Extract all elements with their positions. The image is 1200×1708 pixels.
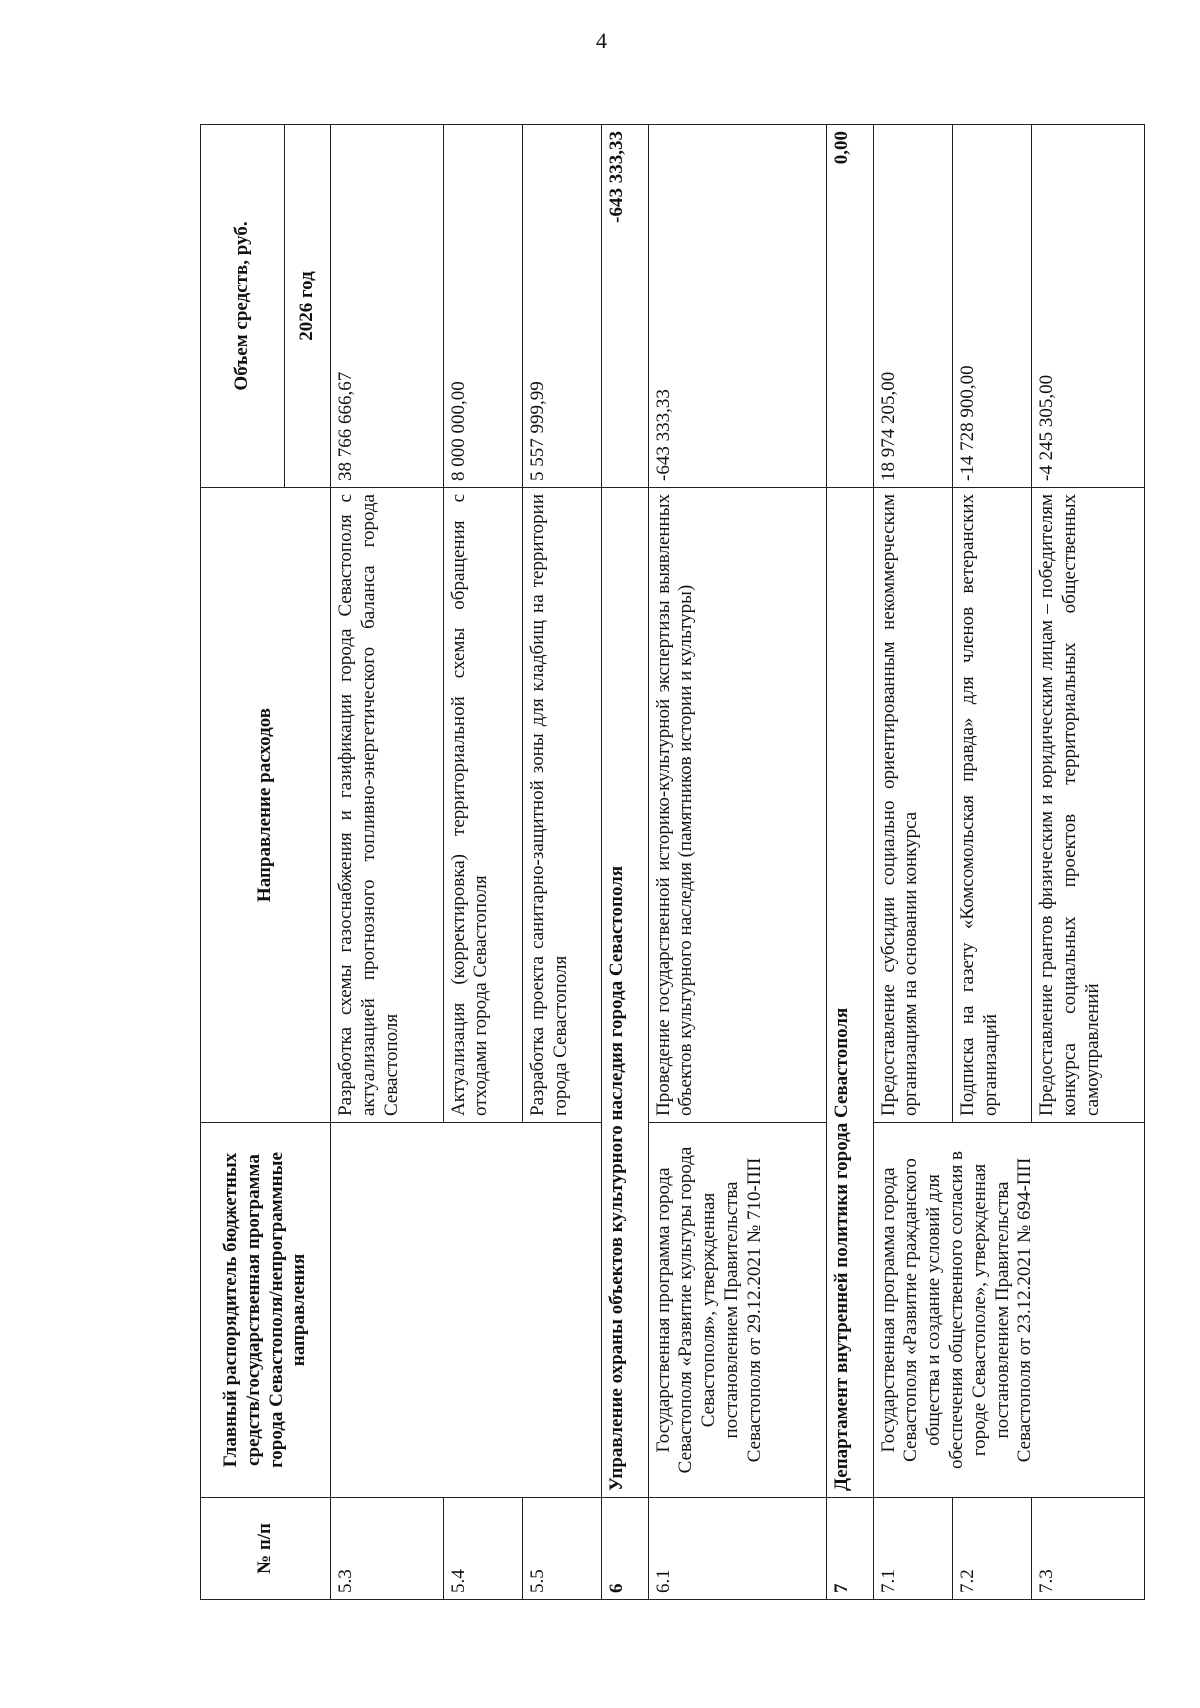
row-name (331, 1123, 602, 1498)
header-name: Главный распорядитель бюджетных средств/государственная программа города Севастополя/непрограммные направления (201, 1123, 331, 1498)
section-num: 7 (827, 1498, 873, 1600)
section-amount: -643 333,33 (602, 125, 648, 488)
section-num: 6 (602, 1498, 648, 1600)
section-row (827, 125, 873, 1600)
row-num: 7.1 (873, 1498, 952, 1600)
row-direction: Разработка проекта санитарно-защитной зоны для кладбищ на территории города Севастополя (522, 488, 601, 1123)
section-title: Управление охраны объектов культурного наследия города Севастополя (602, 488, 648, 1498)
table-row (331, 125, 444, 1600)
row-num: 7.3 (1032, 1498, 1145, 1600)
row-direction: Предоставление субсидии социально ориентированным некоммерческим организациям на основании конкурса (873, 488, 952, 1123)
row-amount: -643 333,33 (648, 125, 827, 488)
row-amount: 38 766 666,67 (331, 125, 444, 488)
row-direction: Проведение государственной историко-культурной экспертизы выявленных объектов культурного наследия (памятников истории и культуры) (648, 488, 827, 1123)
row-amount: -14 728 900,00 (953, 125, 1032, 488)
row-num: 6.1 (648, 1498, 827, 1600)
section-title: Департамент внутренней политики города Севастополя (827, 488, 873, 1498)
header-amount-group: Объем средств, руб. (201, 125, 285, 488)
header-direction: Направление расходов (201, 488, 331, 1123)
row-direction: Актуализация (корректировка) территориальной схемы обращения с отходами города Севастополя (443, 488, 522, 1123)
table-row (648, 125, 827, 1600)
row-amount: 8 000 000,00 (443, 125, 522, 488)
expenditure-table (200, 124, 1145, 1600)
row-num: 5.3 (331, 1498, 444, 1600)
row-num: 7.2 (953, 1498, 1032, 1600)
section-row (602, 125, 648, 1600)
table-row (873, 125, 952, 1600)
row-direction: Разработка схемы газоснабжения и газификации города Севастополя с актуализацией прогнозного топливно-энергетического баланса города Севастополя (331, 488, 444, 1123)
section-amount: 0,00 (827, 125, 873, 488)
row-direction: Предоставление грантов физическим и юридическим лицам – победителям конкурса социальных проектов территориальных общественных самоуправлений (1032, 488, 1145, 1123)
row-num: 5.5 (522, 1498, 601, 1600)
header-year: 2026 год (285, 125, 331, 488)
row-amount: 18 974 205,00 (873, 125, 952, 488)
row-amount: 5 557 999,99 (522, 125, 601, 488)
row-name: Государственная программа города Севастополя «Развитие культуры города Севастополя», утвержденная постановлением Правительства Севастополя от 29.12.2021 № 710-ПП (648, 1123, 827, 1498)
row-amount: -4 245 305,00 (1032, 125, 1145, 488)
page-number: 4 (596, 28, 607, 53)
rotated-table-container (200, 125, 1145, 1600)
header-num: № п/п (201, 1498, 331, 1600)
row-direction: Подписка на газету «Комсомольская правда» для членов ветеранских организаций (953, 488, 1032, 1123)
row-num: 5.4 (443, 1498, 522, 1600)
row-name: Государственная программа города Севастополя «Развитие гражданского общества и создание условий для обеспечения общественного согласия в городе Севастополе», утвержденная постановлением Правительства Севастополя от 23.12.2021 № 694-ПП (873, 1123, 1144, 1498)
